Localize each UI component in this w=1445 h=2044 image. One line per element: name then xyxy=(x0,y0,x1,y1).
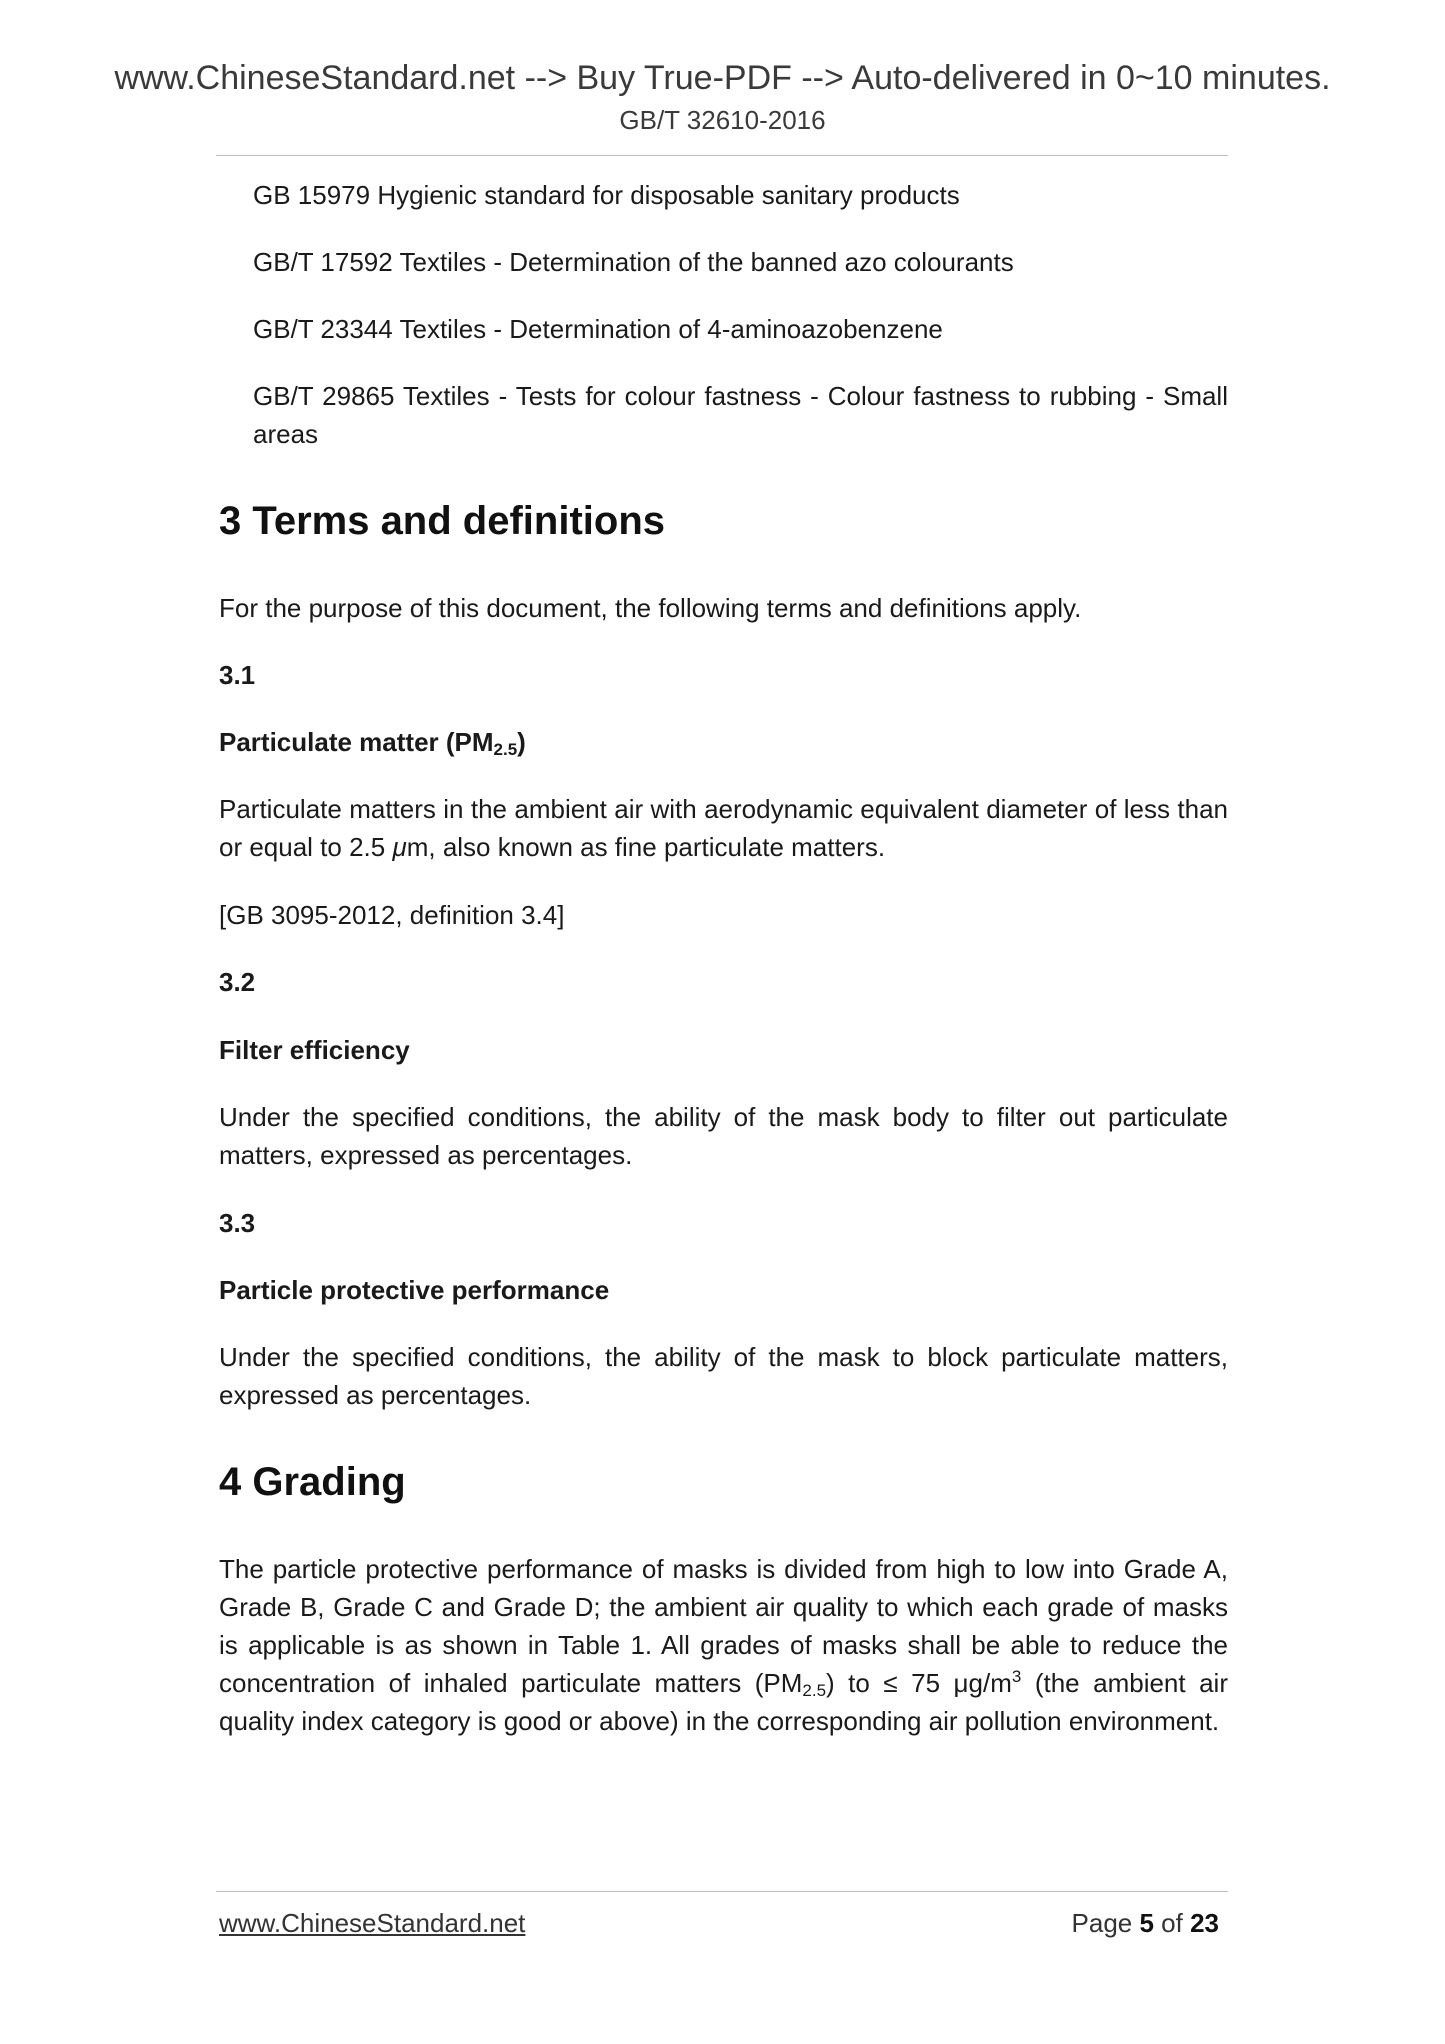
page-indicator: Page 5 of 23 xyxy=(1071,1908,1219,1938)
reference-item: GB/T 17592 Textiles - Determination of the banned azo colourants xyxy=(253,247,1014,277)
section-heading-terms: 3 Terms and definitions xyxy=(219,499,665,543)
footer-website-link[interactable]: www.ChineseStandard.net xyxy=(219,1908,526,1938)
term-definition: Particulate matters in the ambient air with aerodynamic equivalent diameter of less than or equal to 2.5 μm, also known as fine particulate matters. xyxy=(219,794,1228,862)
term-number: 3.2 xyxy=(219,967,256,997)
header-banner: www.ChineseStandard.net --> Buy True-PDF --> Auto-delivered in 0~10 minutes. xyxy=(114,59,1331,97)
section-heading-grading: 4 Grading xyxy=(219,1460,406,1504)
term-number: 3.3 xyxy=(219,1208,256,1238)
term-definition: Under the specified conditions, the ability of the mask body to filter out particulate matters, expressed as percentages. xyxy=(219,1102,1228,1170)
header-divider xyxy=(216,155,1228,156)
document-number: GB/T 32610-2016 xyxy=(619,105,826,135)
grading-paragraph: The particle protective performance of masks is divided from high to low into Grade A, Grade B, Grade C and Grade D; the ambient air quality to which each grade of masks is applicable is as shown in Table 1. All grades of masks shall be able to reduce the concentration of inhaled particulate matters $(PM_{2.5})$ to ≤ 75 $\mu g/m^3$ (the ambient air quality index category is good or above) in the corresponding air pollution environment. xyxy=(219,1554,1228,1736)
term-name: Particulate matter $(PM_{2.5})$ xyxy=(219,727,526,759)
reference-item: GB/T 29865 Textiles - Tests for colour fastness - Colour fastness to rubbing - Small areas xyxy=(253,381,1228,449)
reference-item: GB 15979 Hygienic standard for disposable sanitary products xyxy=(253,180,960,210)
footer-divider xyxy=(216,1891,1228,1892)
section-intro: For the purpose of this document, the following terms and definitions apply. xyxy=(219,593,1082,623)
term-source: [GB 3095-2012, definition 3.4] xyxy=(219,900,565,930)
term-number: 3.1 xyxy=(219,660,256,690)
term-name: Filter efficiency xyxy=(219,1035,410,1065)
reference-item: GB/T 23344 Textiles - Determination of 4-aminoazobenzene xyxy=(253,314,943,344)
term-name: Particle protective performance xyxy=(219,1275,610,1305)
term-definition: Under the specified conditions, the ability of the mask to block particulate matters, expressed as percentages. xyxy=(219,1342,1228,1410)
